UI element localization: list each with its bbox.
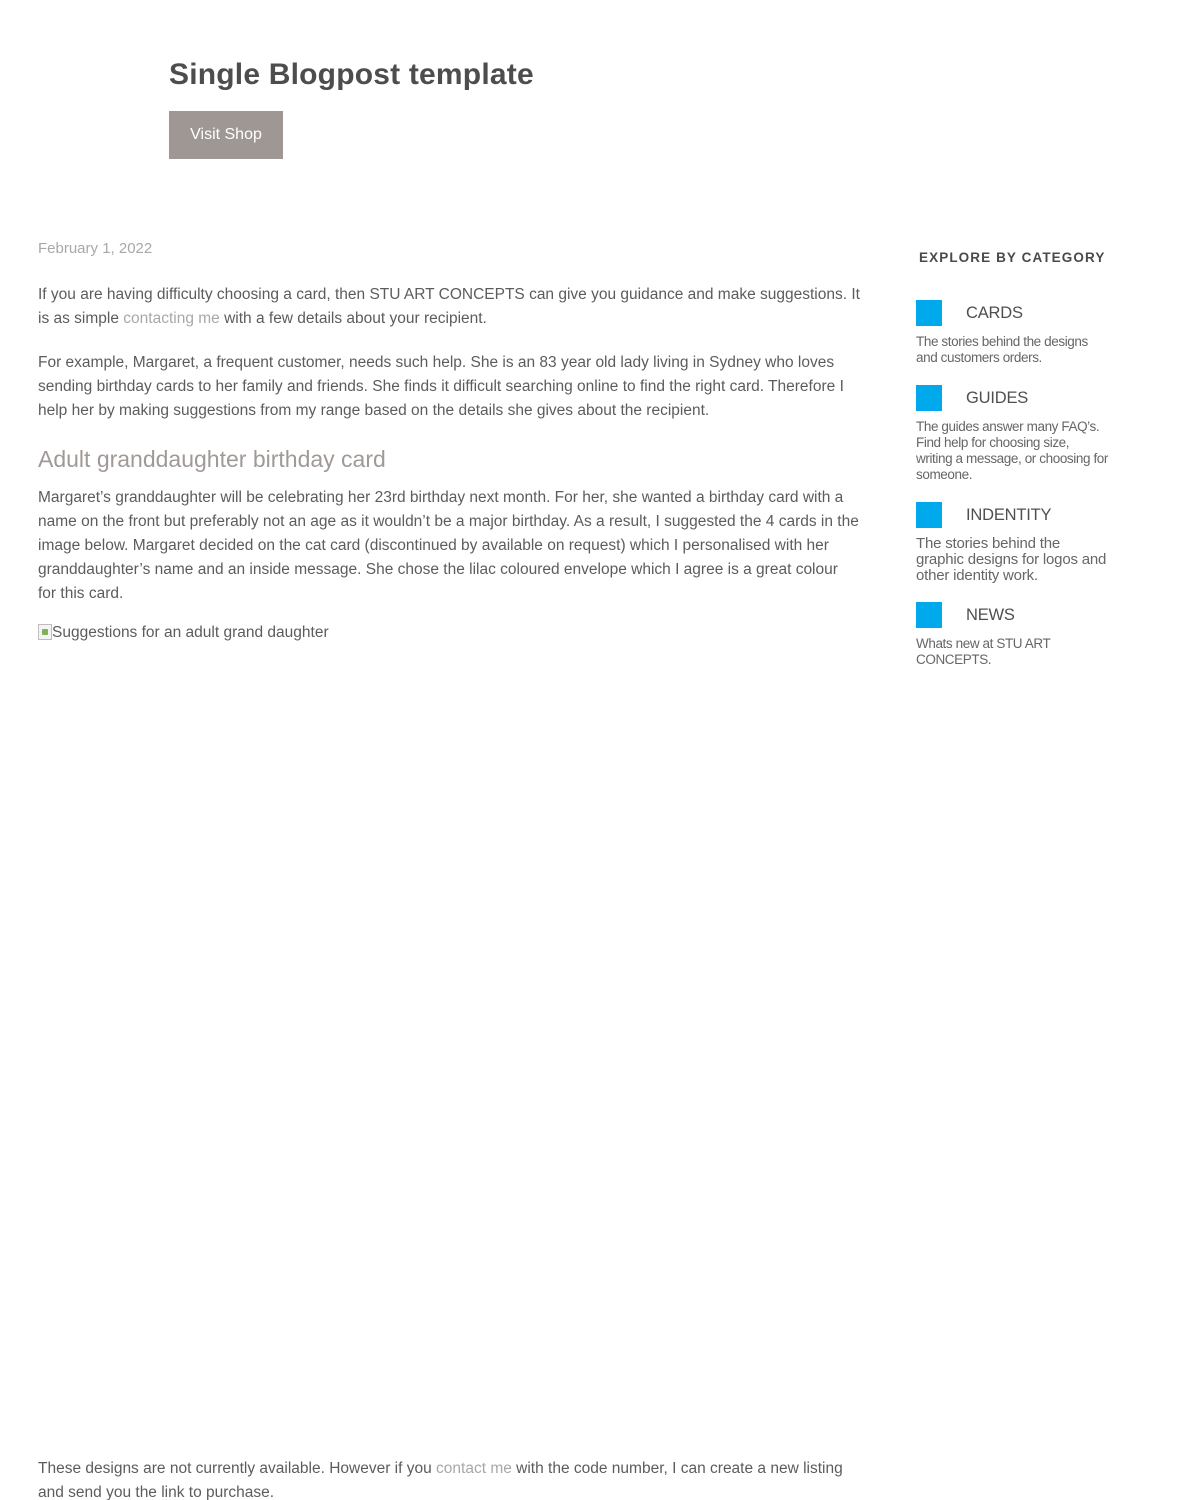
page-title: Single Blogpost template <box>169 58 534 91</box>
category-indentity[interactable] <box>916 502 1116 584</box>
category-link[interactable] <box>916 502 1116 528</box>
visit-shop-button[interactable]: Visit Shop <box>169 111 283 159</box>
contacting-me-link[interactable]: contacting me <box>123 310 220 327</box>
contact-me-link[interactable]: contact me <box>436 1460 512 1477</box>
category-sidebar <box>916 250 1116 667</box>
post-paragraph <box>38 283 860 331</box>
category-description: The stories behind the designs and customers orders. <box>916 334 1088 365</box>
post-date: February 1, 2022 <box>38 240 153 257</box>
post-paragraph: For example, Margaret, a frequent customer, needs such help. She is an 83 year old lady living in Sydney who loves sending birthday cards to her family and friends. She finds it difficult searching online to find the right card. Therefore I help her by making suggestions from my range based on the details she gives about the recipient. <box>38 354 844 419</box>
paragraph-text: These designs are not currently available. However if you <box>38 1460 437 1477</box>
post-content <box>38 240 860 606</box>
category-cards[interactable] <box>916 300 1116 366</box>
suggestions-image <box>38 622 860 1442</box>
category-description: The stories behind the graphic designs for logos and other identity work. <box>916 535 1107 584</box>
category-link[interactable] <box>916 602 1116 628</box>
category-name[interactable]: INDENTITY <box>966 505 1052 524</box>
category-guides[interactable] <box>916 385 1116 483</box>
category-description: Whats new at STU ART CONCEPTS. <box>916 636 1051 667</box>
image-alt-text: Suggestions for an adult grand daughter <box>52 624 329 641</box>
category-news[interactable] <box>916 602 1116 668</box>
paragraph-text: If you are having difficulty choosing a card, then STU ART CONCEPTS can give you guidance and make suggestions. It is as simple <box>38 286 860 327</box>
sidebar-title: EXPLORE BY CATEGORY <box>919 250 1106 265</box>
post-paragraph <box>38 1457 860 1500</box>
category-name[interactable]: GUIDES <box>966 388 1029 407</box>
category-square-icon <box>916 385 942 411</box>
paragraph-text: with a few details about your recipient. <box>219 310 487 327</box>
category-name[interactable]: CARDS <box>966 303 1023 322</box>
category-link[interactable] <box>916 300 1116 326</box>
post-paragraph: Margaret’s granddaughter will be celebrating her 23rd birthday next month. For her, she wanted a birthday card with a name on the front but preferably not an age as it wouldn’t be a major birthday. As a result, I suggested the 4 cards in the image below. Margaret decided on the cat card (discontinued by available on request) which I personalised with her granddaughter’s name and an inside message. She chose the lilac coloured envelope which I agree is a great colour for this card. <box>38 489 859 602</box>
section-heading: Adult granddaughter birthday card <box>38 446 386 472</box>
category-link[interactable] <box>916 385 1116 411</box>
category-square-icon <box>916 300 942 326</box>
category-square-icon <box>916 502 942 528</box>
category-description: The guides answer many FAQ’s. Find help for choosing size, writing a message, or choosing for someone. <box>916 419 1108 482</box>
category-name[interactable]: NEWS <box>966 605 1015 624</box>
paragraph-text: with the code number, I can create a new listing and send you the link to purchase. <box>38 1460 843 1500</box>
broken-image-icon <box>38 624 52 640</box>
category-square-icon <box>916 602 942 628</box>
